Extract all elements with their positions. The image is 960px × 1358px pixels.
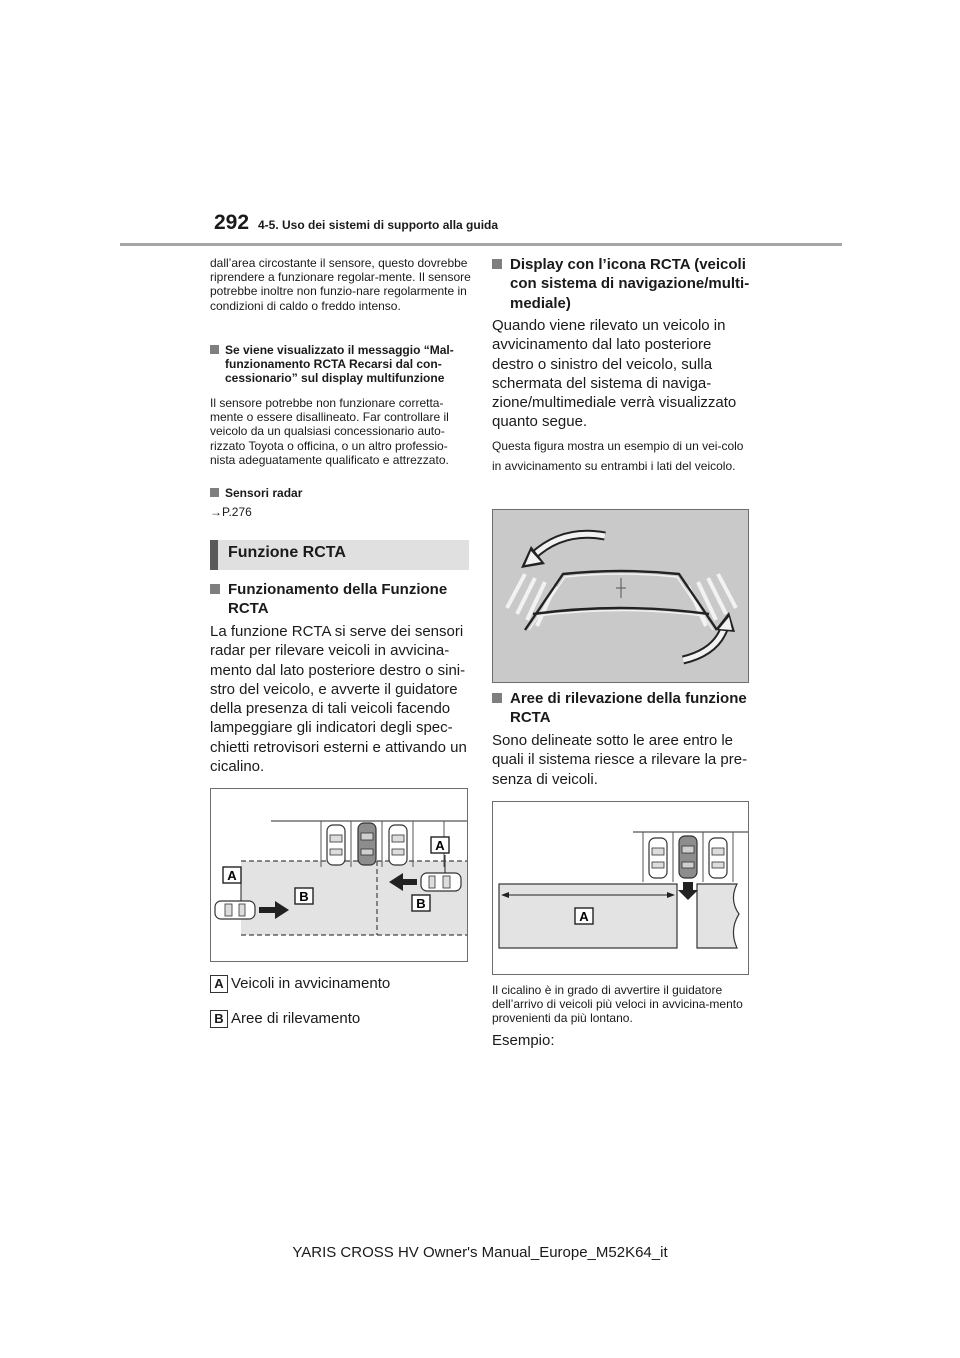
areas-caption: Il cicalino è in grado di avvertire il guidatore dell’arrivo di veicoli più veloci in avvicina-mento provenienti da più lontano. xyxy=(492,983,743,1025)
parked-car-1 xyxy=(649,838,667,878)
bullet-square-icon xyxy=(492,259,502,269)
rcta-display-figure xyxy=(492,509,749,683)
footer-manual-id: YARIS CROSS HV Owner's Manual_Europe_M52K64_it xyxy=(292,1244,668,1261)
legend-key-a: A xyxy=(210,975,228,993)
own-car xyxy=(358,823,376,865)
legend-item-a: A Veicoli in avvicinamento xyxy=(210,974,390,993)
parked-car-2 xyxy=(389,825,407,865)
approaching-car-left xyxy=(215,901,255,919)
message-body: Il sensore potrebbe non funzionare corretta-mente o essere disallineato. Far controllare il veicolo da un qualsiasi concessionario auto-rizzato Toyota o officina, o un altro professio-nista adeguatamente qualificato e attrezzato. xyxy=(210,396,449,467)
bullet-square-icon xyxy=(210,345,219,354)
message-heading: Se viene visualizzato il messaggio “Mal-funzionamento RCTA Recarsi dal con-cessionario” sul display multifunzione xyxy=(210,343,487,386)
detection-area-shading xyxy=(241,861,467,935)
parked-car-2 xyxy=(709,838,727,878)
display-body: Quando viene rilevato un veicolo in avvicinamento dal lato posteriore destro o sinistro del veicolo, sulla schermata del sistema di naviga-zione/multimediale verrà visualizzato quanto segue. xyxy=(492,317,737,431)
display-heading: Display con l’icona RCTA (veicoli con sistema di navigazione/multi-mediale) xyxy=(492,255,772,313)
label-a-right: A xyxy=(435,838,445,853)
rcta-display-diagram xyxy=(493,510,749,683)
function-heading: Funzionamento della Funzione RCTA xyxy=(210,580,488,619)
function-body: La funzione RCTA si serve dei sensori radar per rilevare veicoli in avvicina-mento dal lato posteriore destro o sini-stro del veicolo, e avverte il guidatore della presenza di tali veicoli facendo lampeggiare gli indicatori degli spec-chietti retrovisori esterni e attivando un cicalino. xyxy=(210,623,467,776)
display-caption: Questa figura mostra un esempio di un vei-colo in avvicinamento su entrambi i lati del veicolo. xyxy=(492,439,744,473)
parking-diagram xyxy=(211,789,468,962)
detection-areas-diagram xyxy=(493,802,749,975)
label-a: A xyxy=(579,909,589,924)
radar-reference: →P.276 xyxy=(210,505,252,519)
intro-paragraph: dall’area circostante il sensore, questo dovrebbe riprendere a funzionare regolar-mente. Il sensore potrebbe inoltre non funzio-nare regolarmente in condizioni di caldo o freddo intenso. xyxy=(210,256,471,313)
section-title: 4-5. Uso dei sistemi di supporto alla guida xyxy=(258,218,499,232)
radar-heading: Sensori radar xyxy=(210,486,302,500)
rcta-heading-text: Funzione RCTA xyxy=(228,544,346,561)
arrow-down-icon xyxy=(678,882,698,900)
label-b-right: B xyxy=(416,896,426,911)
header-rule xyxy=(120,243,842,246)
bullet-square-icon xyxy=(210,488,219,497)
page-number: 292 xyxy=(214,211,250,234)
own-car xyxy=(679,836,697,878)
legend-key-b: B xyxy=(210,1010,228,1028)
detection-area-right xyxy=(697,884,739,948)
detection-areas-figure xyxy=(492,801,749,975)
bullet-square-icon xyxy=(492,693,502,703)
areas-heading: Aree di rilevazione della funzione RCTA xyxy=(492,689,772,728)
parking-diagram-figure xyxy=(210,788,468,962)
areas-body: Sono delineate sotto le aree entro le quali il sistema riesce a rilevare la pre-senza di veicoli. xyxy=(492,732,748,788)
parked-car-1 xyxy=(327,825,345,865)
example-label: Esempio: xyxy=(492,1032,555,1049)
label-a-left: A xyxy=(227,868,237,883)
legend-item-b: B Aree di rilevamento xyxy=(210,1009,360,1028)
left-warning-stripes xyxy=(507,574,555,626)
label-b-left: B xyxy=(299,889,309,904)
approaching-car-right xyxy=(421,873,461,891)
bullet-square-icon xyxy=(210,584,220,594)
rcta-heading-box xyxy=(210,540,469,570)
right-curved-arrow-icon xyxy=(683,626,725,660)
